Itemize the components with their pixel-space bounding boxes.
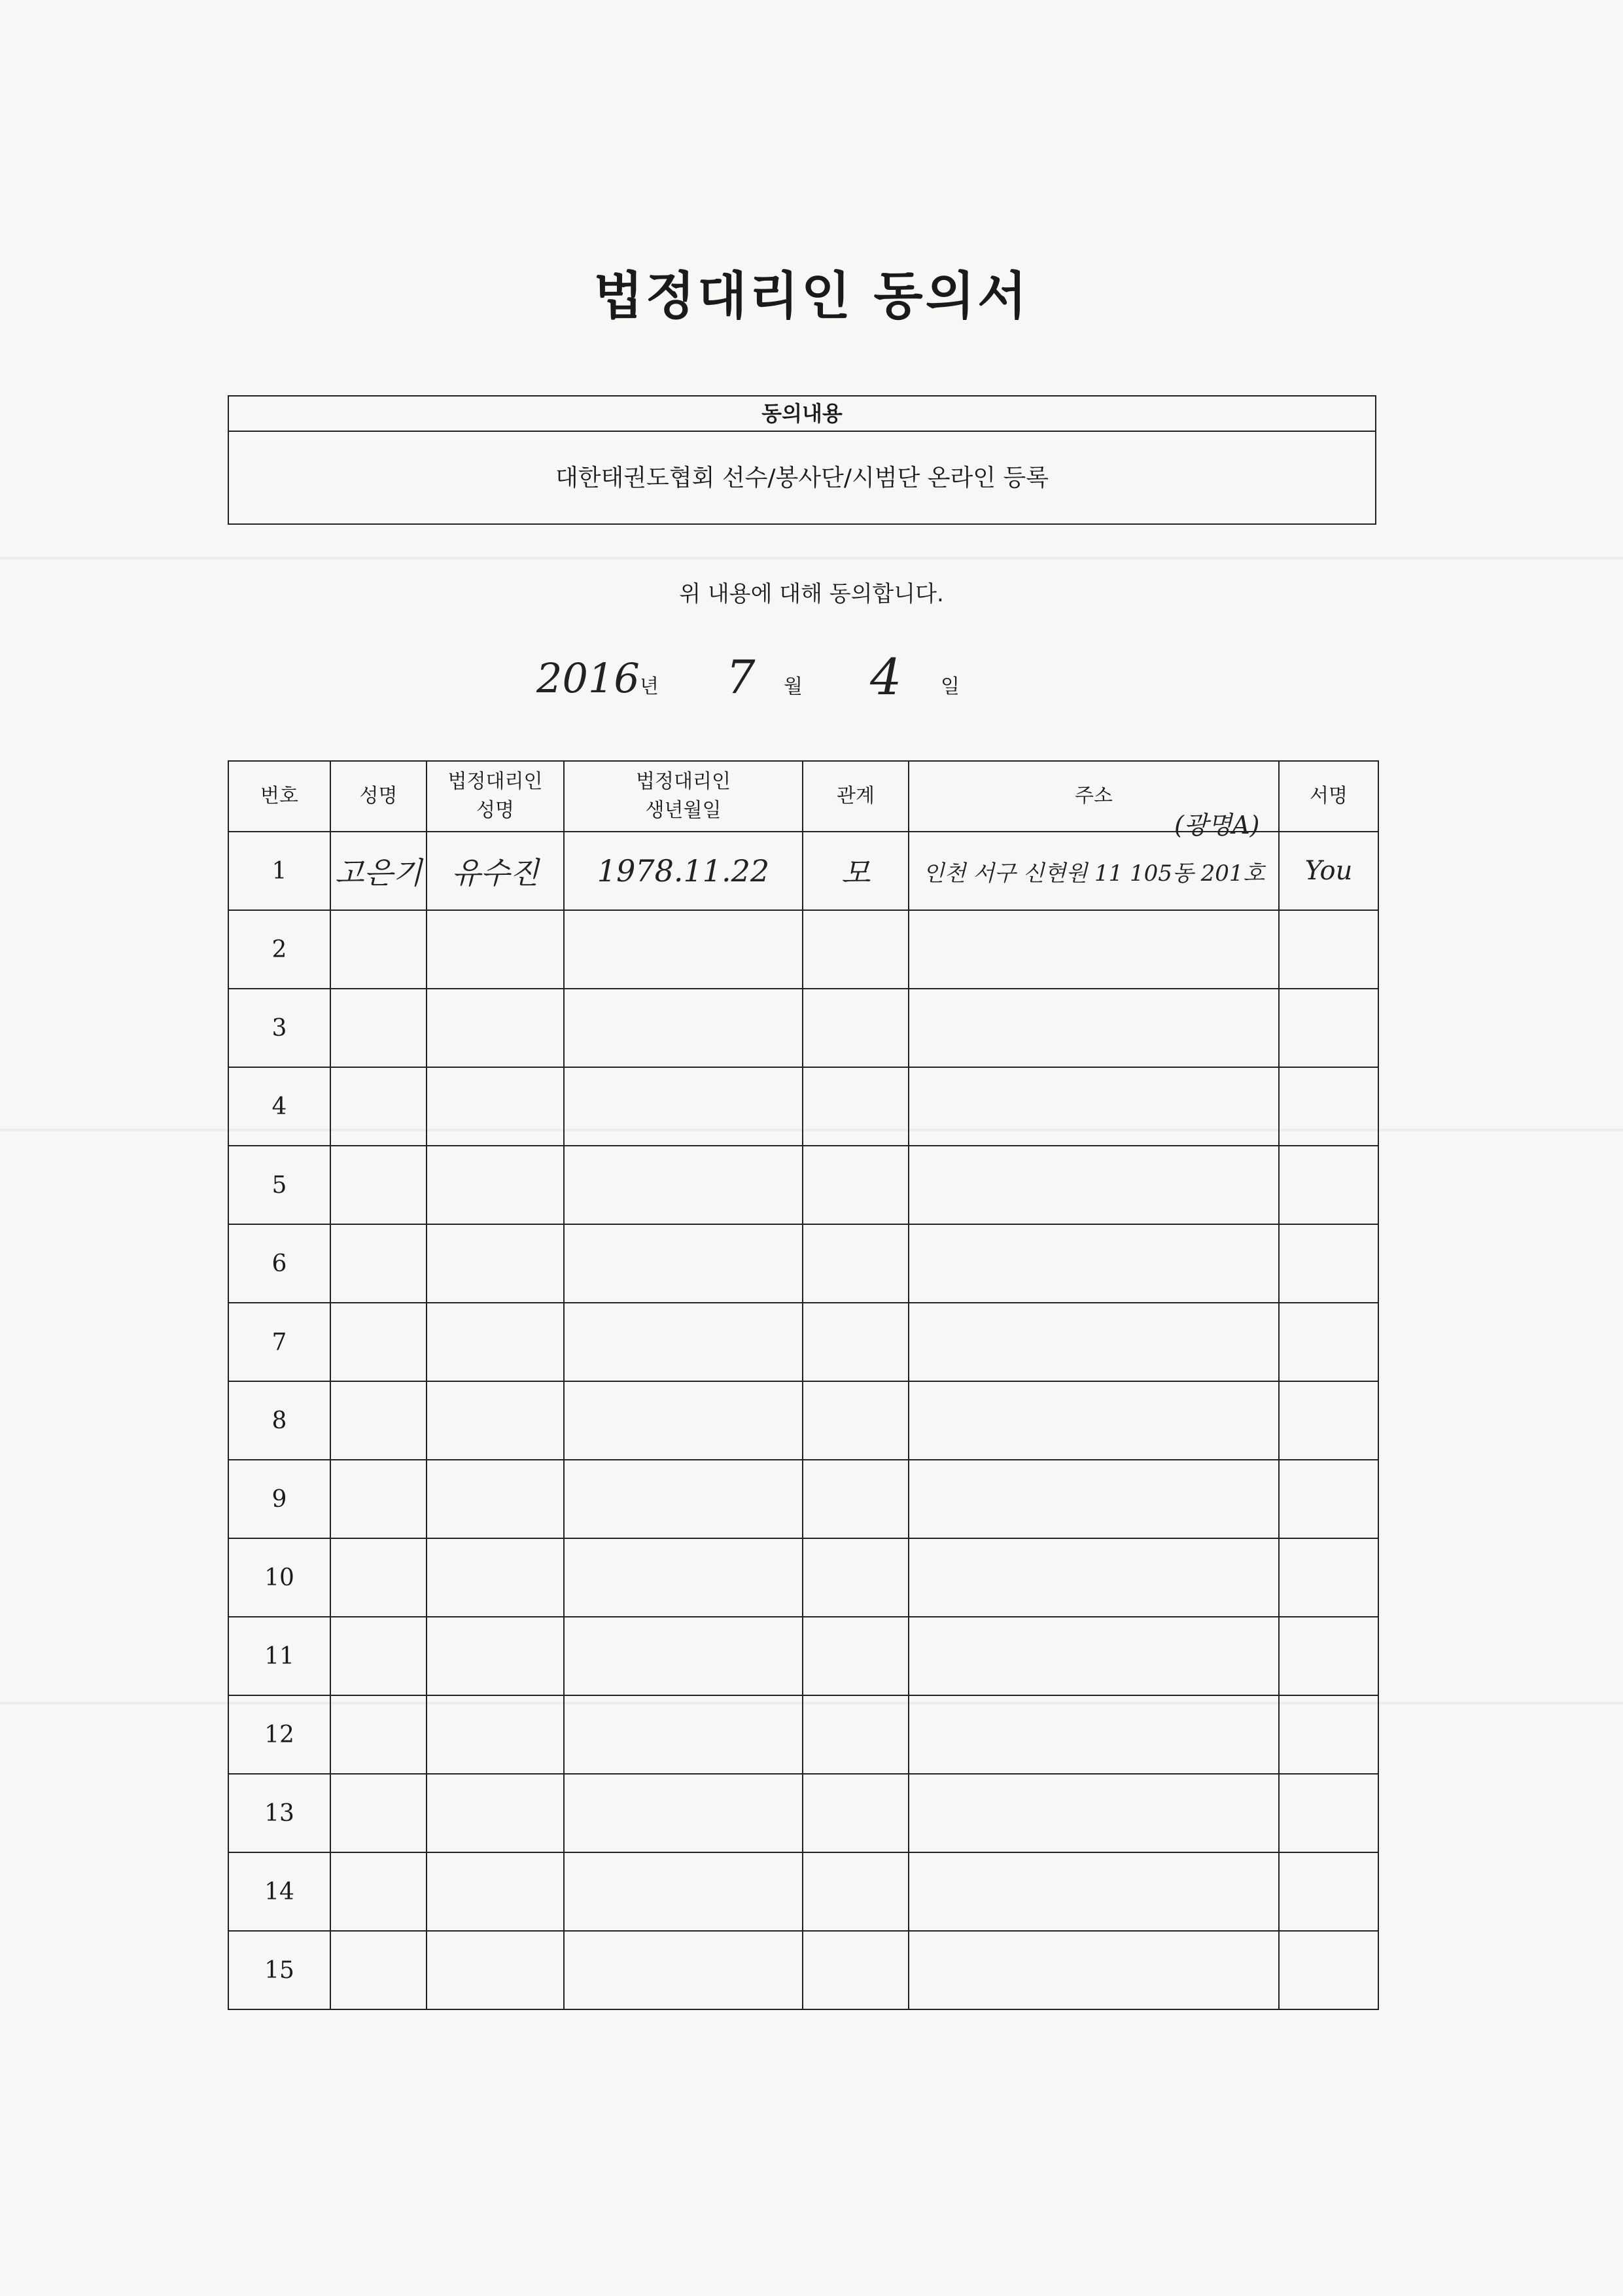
cell-signature <box>1279 1303 1378 1381</box>
page-title: 법정대리인 동의서 <box>593 267 1030 326</box>
cell-address <box>909 1931 1279 2009</box>
cell-no: 6 <box>228 1224 330 1303</box>
cell-relation <box>803 1224 909 1303</box>
cell-no: 7 <box>228 1303 330 1381</box>
consent-content: 대한태권도협회 선수/봉사단/시범단 온라인 등록 <box>555 465 1049 491</box>
cell-relation <box>803 1695 909 1774</box>
header-address: 주소 <box>909 761 1279 832</box>
cell-relation <box>803 1931 909 2009</box>
cell-guardian-name <box>427 1224 564 1303</box>
cell-guardian-name <box>427 1852 564 1931</box>
cell-address <box>909 989 1279 1067</box>
cell-guardian-name <box>427 1695 564 1774</box>
cell-guardian-name <box>427 989 564 1067</box>
cell-signature <box>1279 1146 1378 1224</box>
agreement-statement: 위 내용에 대해 동의합니다. <box>679 581 944 607</box>
cell-guardian-birth <box>564 989 803 1067</box>
table-row <box>228 1146 1378 1224</box>
cell-guardian-birth <box>564 1931 803 2009</box>
cell-guardian-birth <box>564 1460 803 1538</box>
cell-relation <box>803 1460 909 1538</box>
cell-guardian-name: 유수진 <box>427 832 564 910</box>
cell-name <box>330 910 427 989</box>
cell-guardian-birth <box>564 1852 803 1931</box>
cell-signature <box>1279 1460 1378 1538</box>
header-guardian-name: 법정대리인 성명 <box>427 761 564 832</box>
cell-name <box>330 1695 427 1774</box>
table-row <box>228 1931 1378 2009</box>
header-signature: 서명 <box>1279 761 1378 832</box>
date-line <box>536 648 1125 713</box>
cell-address <box>909 1381 1279 1460</box>
cell-signature <box>1279 989 1378 1067</box>
cell-name <box>330 1067 427 1146</box>
cell-relation <box>803 989 909 1067</box>
cell-address <box>909 1617 1279 1695</box>
cell-name <box>330 1852 427 1931</box>
cell-guardian-name <box>427 1617 564 1695</box>
cell-no: 13 <box>228 1774 330 1852</box>
cell-signature <box>1279 1695 1378 1774</box>
cell-no: 11 <box>228 1617 330 1695</box>
cell-signature <box>1279 1224 1378 1303</box>
cell-guardian-birth <box>564 1617 803 1695</box>
header-no: 번호 <box>228 761 330 832</box>
cell-name <box>330 1617 427 1695</box>
cell-relation: 모 <box>803 832 909 910</box>
cell-guardian-birth <box>564 1538 803 1617</box>
date-day-unit: 일 <box>941 675 960 698</box>
cell-name <box>330 1303 427 1381</box>
table-row <box>228 1381 1378 1460</box>
cell-name <box>330 1381 427 1460</box>
cell-no: 5 <box>228 1146 330 1224</box>
cell-signature <box>1279 1381 1378 1460</box>
cell-relation <box>803 910 909 989</box>
cell-address <box>909 1695 1279 1774</box>
date-day-handwritten: 4 <box>870 648 902 706</box>
table-row <box>228 1224 1378 1303</box>
date-month-unit: 월 <box>784 675 803 698</box>
table-row <box>228 1303 1378 1381</box>
table-row <box>228 1460 1378 1538</box>
cell-address <box>909 910 1279 989</box>
cell-no: 1 <box>228 832 330 910</box>
cell-no: 12 <box>228 1695 330 1774</box>
date-year-handwritten: 2016 <box>536 654 640 702</box>
cell-guardian-name <box>427 910 564 989</box>
table-row <box>228 989 1378 1067</box>
consent-content-box <box>228 395 1376 525</box>
table-row <box>228 1617 1378 1695</box>
cell-guardian-birth <box>564 1224 803 1303</box>
cell-no: 8 <box>228 1381 330 1460</box>
cell-no: 4 <box>228 1067 330 1146</box>
cell-relation <box>803 1303 909 1381</box>
cell-no: 15 <box>228 1931 330 2009</box>
cell-guardian-name <box>427 1774 564 1852</box>
cell-address <box>909 1067 1279 1146</box>
cell-no: 9 <box>228 1460 330 1538</box>
cell-no: 10 <box>228 1538 330 1617</box>
cell-guardian-name <box>427 1067 564 1146</box>
cell-relation <box>803 1381 909 1460</box>
cell-signature <box>1279 1852 1378 1931</box>
cell-name <box>330 1460 427 1538</box>
header-relation: 관계 <box>803 761 909 832</box>
header-guardian-birth: 법정대리인 생년월일 <box>564 761 803 832</box>
cell-guardian-name <box>427 1303 564 1381</box>
cell-guardian-name <box>427 1460 564 1538</box>
cell-guardian-birth <box>564 1381 803 1460</box>
cell-guardian-birth <box>564 1774 803 1852</box>
cell-signature <box>1279 910 1378 989</box>
cell-relation <box>803 1146 909 1224</box>
table-row <box>228 910 1378 989</box>
cell-address <box>909 1146 1279 1224</box>
cell-signature <box>1279 1931 1378 2009</box>
date-year-unit: 년 <box>640 675 659 698</box>
date-month-handwritten: 7 <box>726 650 756 704</box>
cell-name: 고은기 <box>330 832 427 910</box>
cell-name <box>330 989 427 1067</box>
cell-name <box>330 1931 427 2009</box>
cell-address <box>909 1852 1279 1931</box>
cell-guardian-name <box>427 1146 564 1224</box>
guardian-list-table <box>228 760 1379 2010</box>
table-row <box>228 1695 1378 1774</box>
cell-guardian-name <box>427 1538 564 1617</box>
table-row <box>228 832 1378 910</box>
cell-guardian-birth <box>564 1303 803 1381</box>
table-row <box>228 1538 1378 1617</box>
cell-address <box>909 1460 1279 1538</box>
cell-relation <box>803 1617 909 1695</box>
cell-guardian-birth <box>564 1067 803 1146</box>
cell-name <box>330 1774 427 1852</box>
cell-name <box>330 1146 427 1224</box>
cell-signature <box>1279 1774 1378 1852</box>
cell-address <box>909 1224 1279 1303</box>
paper-fold-line <box>0 556 1623 560</box>
cell-guardian-name <box>427 1381 564 1460</box>
cell-relation <box>803 1774 909 1852</box>
cell-relation <box>803 1067 909 1146</box>
cell-guardian-name <box>427 1931 564 2009</box>
cell-name <box>330 1538 427 1617</box>
cell-name <box>330 1224 427 1303</box>
cell-signature <box>1279 1538 1378 1617</box>
cell-no: 3 <box>228 989 330 1067</box>
cell-relation <box>803 1538 909 1617</box>
cell-signature <box>1279 1617 1378 1695</box>
table-row <box>228 1067 1378 1146</box>
cell-address <box>909 1774 1279 1852</box>
consent-header: 동의내용 <box>229 397 1375 432</box>
cell-address: 인천 서구 신현원 11 105동 201호 <box>909 832 1279 910</box>
table-row <box>228 1852 1378 1931</box>
header-name: 성명 <box>330 761 427 832</box>
cell-guardian-birth <box>564 910 803 989</box>
cell-guardian-birth <box>564 1695 803 1774</box>
table-row <box>228 1774 1378 1852</box>
cell-signature <box>1279 1067 1378 1146</box>
cell-address <box>909 1538 1279 1617</box>
cell-guardian-birth: 1978.11.22 <box>564 832 803 910</box>
cell-no: 14 <box>228 1852 330 1931</box>
cell-address <box>909 1303 1279 1381</box>
cell-no: 2 <box>228 910 330 989</box>
address-note-handwritten: (광명A) <box>1174 811 1260 839</box>
cell-guardian-birth <box>564 1146 803 1224</box>
cell-relation <box>803 1852 909 1931</box>
cell-signature: You <box>1279 832 1378 910</box>
